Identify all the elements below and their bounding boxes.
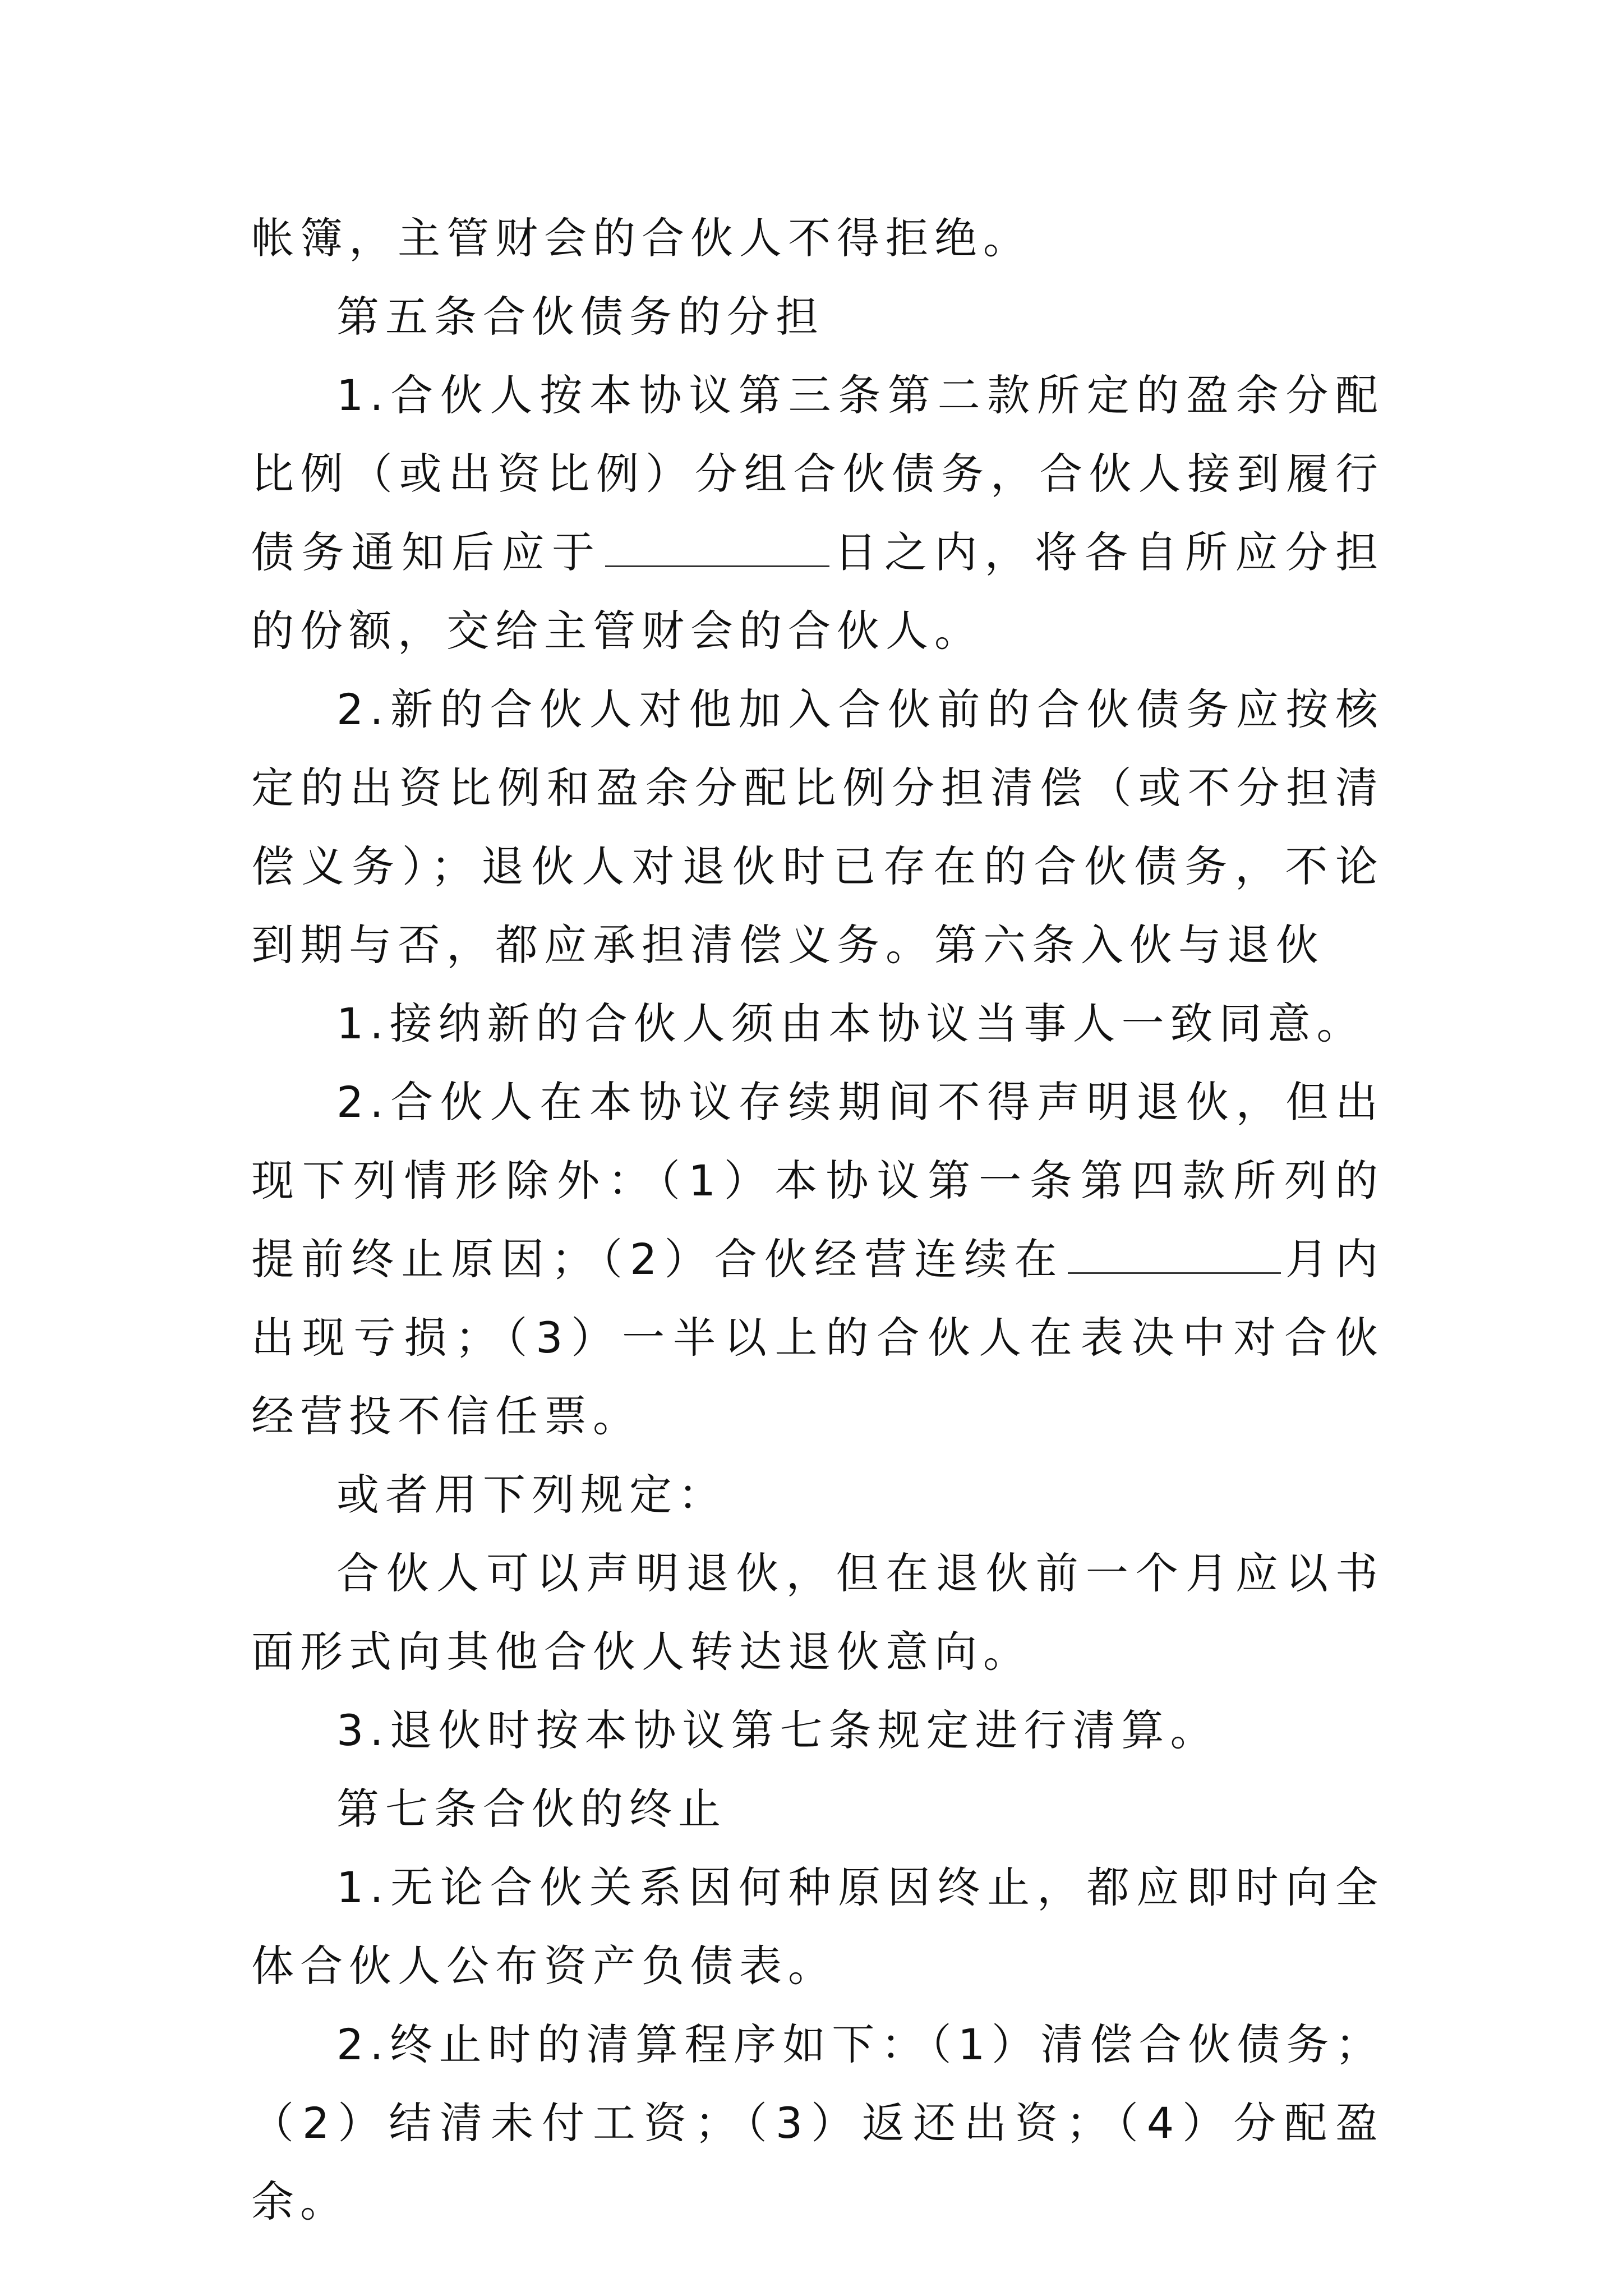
document-body [251,199,1384,2241]
fill-in-blank-months [1068,1237,1281,1274]
paragraph-article-6-item-2 [251,1063,1384,1456]
paragraph-withdrawal-notice: 合伙人可以声明退伙，但在退伙前一个月应以书面形式向其他合伙人转达退伙意向。 [251,1548,1384,1677]
section-heading-article-5: 第五条合伙债务的分担 [336,292,824,342]
paragraph-article-5-item-1 [251,356,1384,670]
paragraph-continuation: 帐簿，主管财会的合伙人不得拒绝。 [251,213,1032,263]
paragraph-article-6-item-1: 1.接纳新的合伙人须由本协议当事人一致同意。 [336,999,1366,1048]
section-heading-article-7: 第七条合伙的终止 [336,1784,727,1834]
paragraph-article-5-item-2: 2.新的合伙人对他加入合伙前的合伙债务应按核定的出资比例和盈余分配比例分担清偿（或不分担清偿义务）；退伙人对退伙时已存在的合伙债务，不论到期与否，都应承担清偿义务。第六条入伙与退伙 [251,684,1384,970]
paragraph-article-7-item-1: 1.无论合伙关系因何种原因终止，都应即时向全体合伙人公布资产负债表。 [251,1862,1384,1991]
paragraph-alternative-rule: 或者用下列规定： [336,1470,727,1520]
paragraph-article-6-item-3: 3.退伙时按本协议第七条规定进行清算。 [336,1705,1219,1755]
paragraph-text-after-blank: 日之内，将各自所应分担的份额，交给主管财会的合伙人。 [251,527,1385,656]
fill-in-blank-days [605,531,829,567]
paragraph-article-7-item-2: 2.终止时的清算程序如下：（1）清偿合伙债务；（2）结清未付工资；（3）返还出资；（4）分配盈余。 [251,2019,1384,2226]
paragraph-text-after-blank: 月内出现亏损；（3）一半以上的合伙人在表决中对合伙经营投不信任票。 [251,1234,1384,1441]
paragraph-text-before-blank: 1.合伙人按本协议第三条第二款所定的盈余分配比例（或出资比例）分组合伙债务，合伙人接到履行债务通知后应于 [251,370,1384,577]
paragraph-text-before-blank: 2.合伙人在本协议存续期间不得声明退伙，但出现下列情形除外：（1）本协议第一条第四款所列的提前终止原因；（2）合伙经营连续在 [251,1077,1384,1284]
